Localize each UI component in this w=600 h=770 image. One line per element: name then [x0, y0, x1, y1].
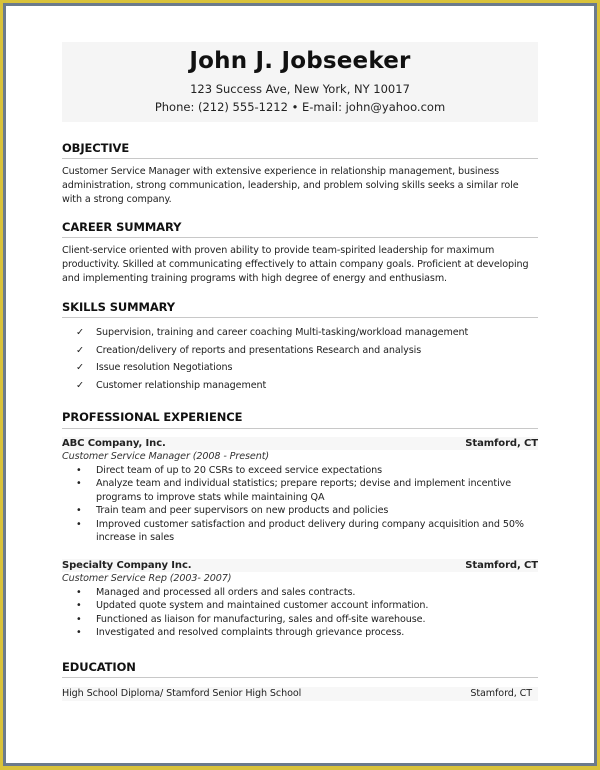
job-bullet: • Functioned as liaison for manufacturing, sales and off-site warehouse.: [76, 613, 426, 625]
job-bullet: • Direct team of up to 20 CSRs to exceed service expectations: [76, 464, 383, 476]
job-entry: [62, 437, 538, 545]
objective-text: Customer Service Manager with extensive experience in relationship management, business administration, strong communication, leadership, and problem solving skills seeks a similar role with a strong company.: [62, 166, 519, 205]
resume-header: [62, 42, 538, 122]
job-bullet: • Managed and processed all orders and sales contracts.: [76, 586, 356, 598]
bullet-icon: •: [76, 627, 82, 638]
degree: High School Diploma/ Stamford Senior High School: [62, 688, 302, 699]
experience-section: [62, 411, 538, 640]
bullet-icon: •: [76, 613, 82, 625]
skill-item: ✓ Creation/delivery of reports and presentations Research and analysis: [76, 342, 538, 360]
objective-section: [62, 141, 538, 207]
job-location: Stamford, CT: [465, 437, 538, 449]
bullet-icon: •: [76, 464, 82, 476]
job-bullet: • Train team and peer supervisors on new products and policies: [76, 505, 389, 516]
career-summary-text: Client-service oriented with proven ability to provide team-spirited leadership for maximum productivity. Skilled at communicating effectively to attain company goals. Proficient at developing and implementing training programs with high degree of energy and enthusiasm.: [62, 245, 529, 284]
job-bullet: • Investigated and resolved complaints through grievance process.: [76, 627, 405, 638]
job-title: Customer Service Rep (2003- 2007): [62, 573, 232, 584]
job-location: Stamford, CT: [465, 559, 538, 571]
section-heading: OBJECTIVE: [62, 141, 538, 159]
job-bullet: • Updated quote system and maintained customer account information.: [76, 600, 429, 611]
checkmark-icon: ✓: [76, 344, 84, 356]
bullet-icon: •: [76, 600, 82, 611]
bullet-icon: •: [76, 505, 82, 516]
bullet-icon: •: [76, 518, 82, 530]
section-heading: SKILLS SUMMARY: [62, 300, 538, 318]
section-heading: PROFESSIONAL EXPERIENCE: [62, 411, 538, 429]
job-bullet: • Improved customer satisfaction and product delivery during company acquisition and 50% increase in sales: [76, 518, 524, 543]
skill-item: ✓ Customer relationship management: [76, 377, 538, 395]
checkmark-icon: ✓: [76, 362, 84, 373]
job-bullet: • Analyze team and individual statistics; prepare reports; devise and implement incentive programs to improve stats while maintaining QA: [76, 478, 512, 503]
career-summary-section: [62, 220, 538, 286]
address: 123 Success Ave, New York, NY 10017: [190, 82, 410, 96]
resume-page: [6, 6, 594, 763]
checkmark-icon: ✓: [76, 379, 84, 391]
skill-item: ✓ Supervision, training and career coaching Multi-tasking/workload management: [76, 324, 538, 342]
section-heading: EDUCATION: [62, 660, 538, 678]
contact-info: Phone: (212) 555-1212 • E-mail: john@yahoo.com: [154, 100, 446, 114]
job-entry: [62, 559, 538, 640]
company-name: Specialty Company Inc.: [62, 559, 192, 571]
section-heading: CAREER SUMMARY: [62, 220, 538, 238]
education-location: Stamford, CT: [470, 688, 532, 699]
company-name: ABC Company, Inc.: [62, 437, 166, 449]
job-title: Customer Service Manager (2008 - Present): [62, 451, 269, 462]
bullet-icon: •: [76, 586, 82, 598]
skill-item: ✓ Issue resolution Negotiations: [76, 359, 538, 377]
candidate-name: John J. Jobseeker: [189, 48, 411, 74]
bullet-icon: •: [76, 478, 82, 489]
checkmark-icon: ✓: [76, 327, 84, 338]
skills-section: [62, 300, 538, 394]
education-section: [62, 660, 538, 701]
